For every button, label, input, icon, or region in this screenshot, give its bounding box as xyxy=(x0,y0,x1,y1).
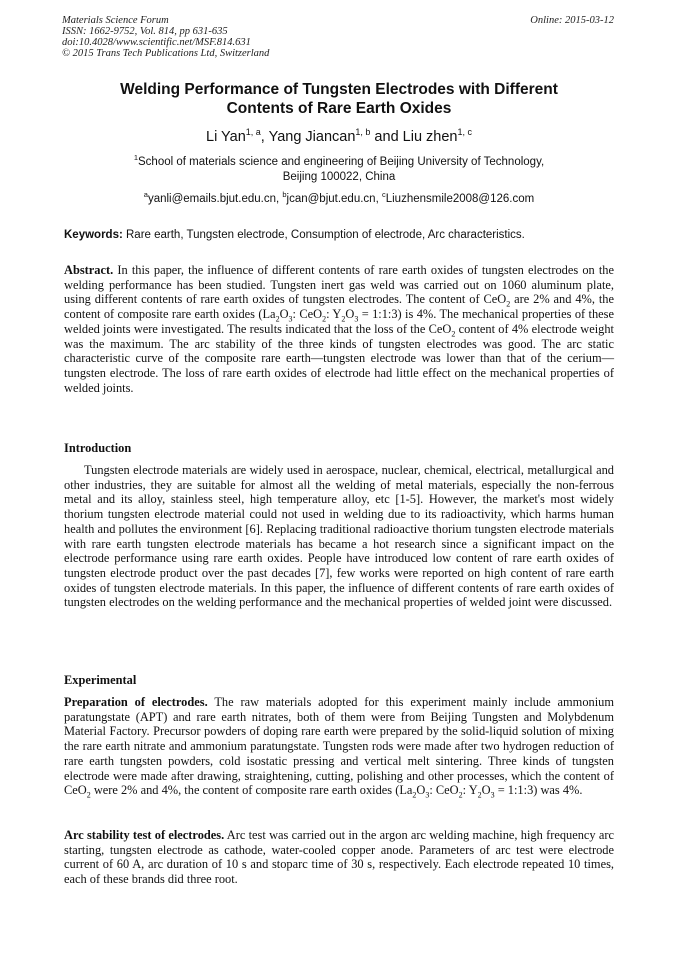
title-line-2: Contents of Rare Earth Oxides xyxy=(226,100,452,117)
abstract-text: content of 4% electrode weight was the maximum. The arc stability of the three kinds of tungsten electrodes was good. The arc static characteristic curve of the composite rare earth—tungsten electrode was lower than that of the cerium—tungsten electrode. The loss of rare earth oxides of electrode had little effect on the mechanical properties of welded joints. xyxy=(64,321,615,395)
keywords xyxy=(64,228,616,242)
introduction-paragraph: Tungsten electrode materials are widely used in aerospace, nuclear, chemical, electrical, metallurgical and other industries, they are suitable for almost all the welding of metal materials, especially the non-ferrous metal and its alloy, stainless steel, high temperature alloy, etc [1-5]. However, the market's most widely thorium tungsten electrode material could not used in welding due to its radioactivity, which harms human health and pollutes the environment [6]. Replacing traditional radioactive thorium tungsten electrode materials with rare earth tungsten electrode materials has became a hot research since a significant impact on the electrode performance using rare earth oxides. People have introduced low content of rare earth oxides of tungsten electrode product over the past decades [7], few works were reported on high content of rare earth oxides of tungsten electrode materials. In this paper, the influence of different contents of rare earth oxides of tungsten electrodes on the welding performance and the mechanical properties of welded joint were discussed. xyxy=(64,463,614,610)
subscript: 3 xyxy=(425,790,430,800)
author-separator: and xyxy=(370,129,403,145)
subscript: 2 xyxy=(477,790,482,800)
title-line-1: Welding Performance of Tungsten Electrodes with Different xyxy=(120,81,558,98)
author-name: Liu zhen xyxy=(402,129,458,145)
author-affiliation-mark: 1, a xyxy=(245,127,261,138)
email-link: yanli@emails.bjut.edu.cn, xyxy=(147,193,283,205)
keywords-label: Keywords: xyxy=(64,229,123,241)
author-affiliation-mark: 1, c xyxy=(457,127,472,138)
paragraph-text: The raw materials adopted for this experiment mainly include ammonium paratungstate (APT) and rare earth nitrates, both of them were from Beijing Tungsten and Molybdenum Material Factory. Precursor powders of doping rare earth were prepared by the solid-liquid solution of mixing the rare earth nitrate and ammonium paratungstate. Tungsten rods were made after two hydrogen reduction of rare earth tungsten powders, cold isostatic pressing and vertical melt sintering. Three kinds of tungsten electrode were made after drawing, straightening, cutting, polishing and other processes, which the content of CeO xyxy=(64,695,614,798)
affiliation-mark: 1 xyxy=(133,153,139,163)
abstract-text: : Y xyxy=(326,307,342,322)
subscript: 2 xyxy=(86,790,91,800)
arc-stability-paragraph xyxy=(64,828,614,887)
paragraph-text: : CeO xyxy=(429,783,459,798)
subscript: 3 xyxy=(490,790,495,800)
journal-name: Materials Science Forum xyxy=(62,15,169,26)
subscript: 2 xyxy=(506,299,511,309)
subscript: 3 xyxy=(354,314,359,324)
issn-line: ISSN: 1662-9752, Vol. 814, pp 631-635 xyxy=(62,26,228,37)
keywords-text: Rare earth, Tungsten electrode, Consumption of electrode, Arc characteristics. xyxy=(122,229,525,241)
abstract-text: : CeO xyxy=(292,307,323,322)
author-name: Yang Jiancan xyxy=(268,129,356,145)
subscript: 2 xyxy=(458,790,463,800)
paragraph-text: O xyxy=(416,783,426,798)
section-heading-experimental: Experimental xyxy=(64,673,137,687)
affiliation xyxy=(62,155,616,185)
author-list xyxy=(62,128,616,146)
paragraph-text: Arc test was carried out in the argon arc welding machine, high frequency arc starting, tungsten electrode as cathode, water-cooled copper anode. Parameters of arc test were electrode current of 60 A, arc duration of 10 s and stoparc time of 30 s, respectively. Each electrode repeated 10 times, each of these brands did three root. xyxy=(64,828,615,887)
author-separator: , xyxy=(260,129,269,145)
email-mark: a xyxy=(143,190,148,200)
subscript: 2 xyxy=(451,329,456,339)
author-name: Li Yan xyxy=(206,129,246,145)
subscript: 2 xyxy=(275,314,280,324)
abstract-text: = 1:1:3) is 4%. The mechanical properties of these welded joints were investigated. The results indicated that the loss of the CeO xyxy=(64,307,614,336)
email-link: Liuzhensmile2008@126.com xyxy=(385,193,535,205)
copyright-line: © 2015 Trans Tech Publications Ltd, Switzerland xyxy=(62,48,270,59)
journal-header xyxy=(62,15,269,59)
abstract-label: Abstract. xyxy=(64,263,114,277)
abstract-text: are 2% and 4%, the content of composite rare earth oxides (La xyxy=(64,292,614,322)
subscript: 3 xyxy=(288,314,293,324)
email-mark: c xyxy=(381,190,386,200)
email-mark: b xyxy=(282,190,287,200)
subscript: 2 xyxy=(341,314,346,324)
paragraph-text: : Y xyxy=(462,783,478,798)
paper-title xyxy=(62,80,616,118)
online-date: Online: 2015-03-12 xyxy=(530,15,614,26)
author-affiliation-mark: 1, b xyxy=(355,127,371,138)
affiliation-line-2: Beijing 100022, China xyxy=(282,171,396,183)
email-link: jcan@bjut.edu.cn, xyxy=(286,193,382,205)
paragraph-text: were 2% and 4%, the content of composite rare earth oxides (La xyxy=(90,783,413,798)
preparation-paragraph xyxy=(64,695,614,798)
subscript: 2 xyxy=(322,314,327,324)
paragraph-text: = 1:1:3) was 4%. xyxy=(494,783,583,798)
arc-stability-label: Arc stability test of electrodes. xyxy=(64,828,225,842)
introduction-body xyxy=(64,463,614,610)
abstract-text: O xyxy=(279,307,289,322)
paragraph-text: O xyxy=(481,783,491,798)
subscript: 2 xyxy=(412,790,417,800)
abstract xyxy=(64,263,614,395)
section-heading-introduction: Introduction xyxy=(64,441,132,455)
abstract-text: In this paper, the influence of different contents of rare earth oxides of tungsten electrodes on the welding performance has been studied. Tungsten inert gas weld was carried out on 1060 aluminum plate, using different contents of rare earth oxides of tungsten electrodes. The content of CeO xyxy=(64,263,614,307)
preparation-label: Preparation of electrodes. xyxy=(64,695,208,709)
affiliation-line-1: School of materials science and engineering of Beijing University of Technology, xyxy=(138,156,545,168)
doi-line: doi:10.4028/www.scientific.net/MSF.814.631 xyxy=(62,37,251,48)
abstract-text: O xyxy=(345,307,355,322)
author-emails xyxy=(62,192,616,207)
